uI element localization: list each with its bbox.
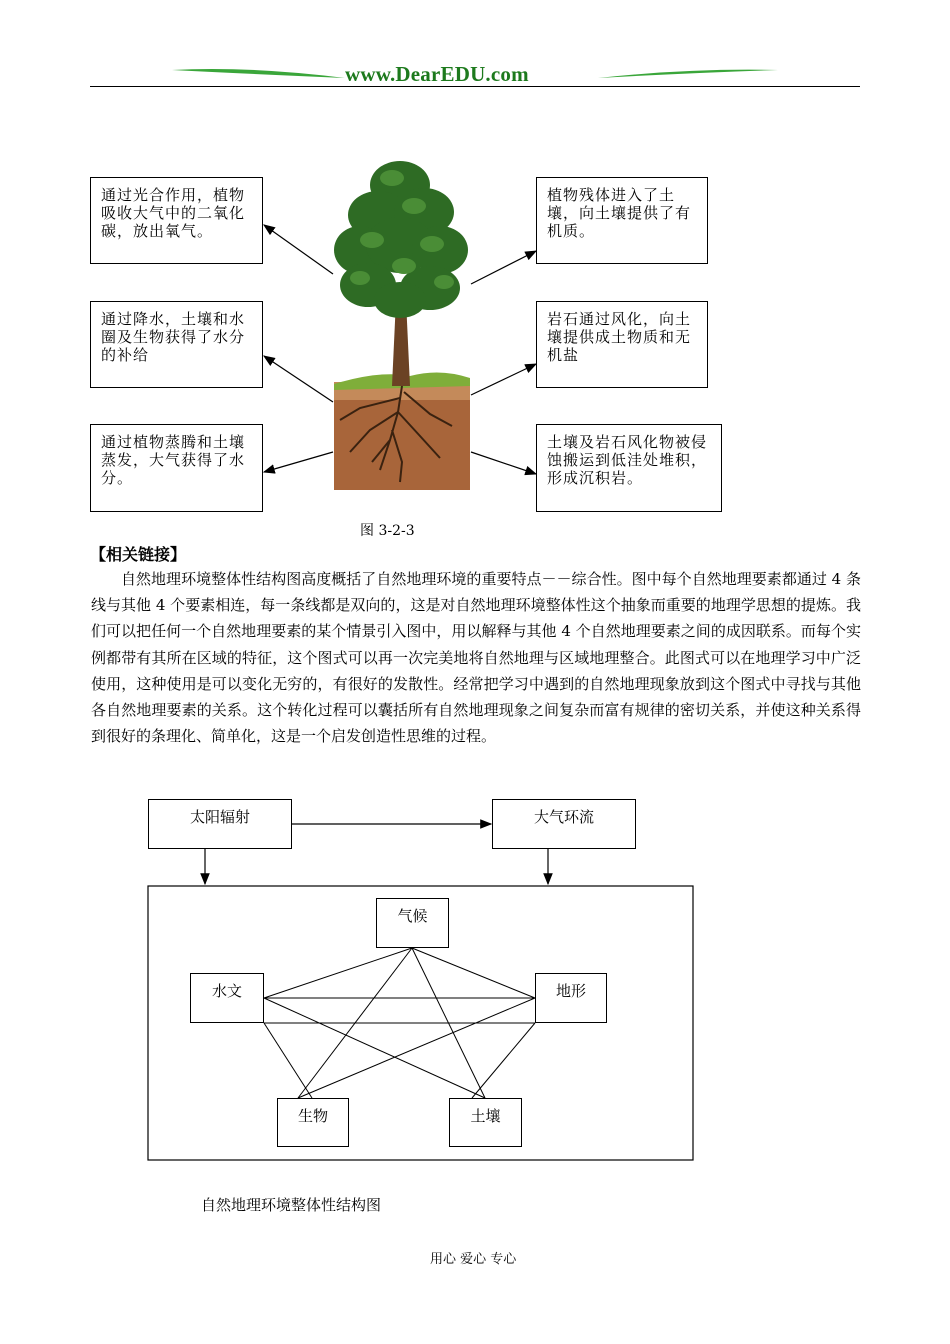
transpiration-box: 通过植物蒸腾和土壤蒸发，大气获得了水分。 (90, 424, 263, 512)
climate-box: 气候 (376, 898, 449, 948)
tree-figure-caption: 图 3-2-3 (360, 523, 415, 539)
landform-box: 地形 (535, 973, 607, 1023)
sediment-box: 土壤及岩石风化物被侵蚀搬运到低洼处堆积，形成沉积岩。 (536, 424, 722, 512)
soil-box: 土壤 (449, 1098, 522, 1147)
weathering-box: 岩石通过风化，向土壤提供成土物质和无机盐 (536, 301, 708, 388)
site-logo[interactable]: www.DearEDU.com (345, 62, 529, 86)
solar-radiation-box: 太阳辐射 (148, 799, 292, 849)
footer-text: 用心 爱心 专心 (430, 1252, 517, 1267)
photosynthesis-box: 通过光合作用，植物吸收大气中的二氧化碳，放出氧气。 (90, 177, 263, 264)
biology-box: 生物 (277, 1098, 349, 1147)
precipitation-box: 通过降水，土壤和水圈及生物获得了水分的补给 (90, 301, 263, 388)
organic-matter-box: 植物残体进入了土壤，向土壤提供了有机质。 (536, 177, 708, 264)
structure-diagram-caption: 自然地理环境整体性结构图 (201, 1196, 382, 1214)
atmospheric-circulation-box: 大气环流 (492, 799, 636, 849)
hydrology-box: 水文 (190, 973, 264, 1023)
section-heading: 【相关链接】 (90, 545, 187, 564)
section-paragraph: 自然地理环境整体性结构图高度概括了自然地理环境的重要特点－－综合性。图中每个自然地理要素都通过 4 条线与其他 4 个要素相连，每一条线都是双向的，这是对自然地理环境整体性这个抽象而重要的地理学思想的提炼。我们可以把任何一个自然地理要素的某个情景引入图中，用以解释与其他 4 个自然地理要素之间的成因联系。而每个实例都带有其所在区域的特征，这个图式可以再一次完美地将自然地理与区域地理整合。此图式可以在地理学习中广泛使用，这种使用是可以变化无穷的，有很好的发散性。经常把学习中遇到的自然地理现象放到这个图式中寻找与其他各自然地理要素的关系。这个转化过程可以囊括所有自然地理现象之间复杂而富有规律的密切关系，并使这种关系得到很好的条理化、简单化，这是一个启发创造性思维的过程。 (91, 570, 861, 746)
